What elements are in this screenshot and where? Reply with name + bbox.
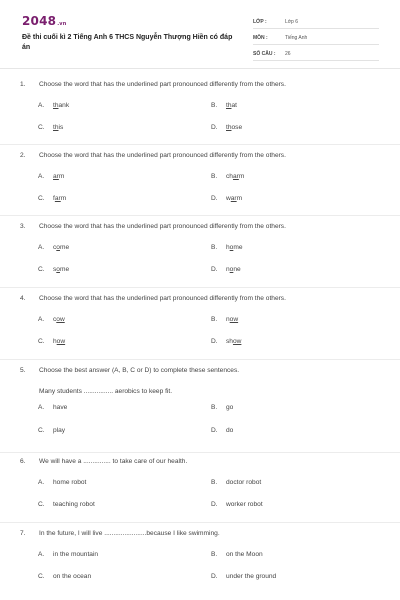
- meta-label: SỐ CÂU :: [253, 51, 276, 57]
- question-separator: [0, 359, 400, 360]
- option-letter: C.: [38, 427, 45, 434]
- page-header: [0, 0, 400, 66]
- option-text-rest: at: [231, 102, 237, 109]
- option-text-rest: ank: [58, 102, 70, 109]
- option-letter: B.: [211, 173, 218, 180]
- answer-option[interactable]: [38, 427, 65, 434]
- answer-option[interactable]: [38, 573, 91, 580]
- answer-option[interactable]: [211, 573, 276, 580]
- option-letter: B.: [211, 479, 218, 486]
- option-letter: A.: [38, 316, 45, 323]
- option-text-rest: me: [233, 244, 243, 251]
- option-letter: D.: [211, 338, 218, 345]
- option-letter: C.: [38, 338, 45, 345]
- question-number: 1.: [20, 81, 26, 88]
- meta-value: Tiếng Anh: [285, 35, 308, 41]
- answer-option[interactable]: [211, 404, 233, 411]
- option-text-rest: m: [60, 195, 67, 202]
- question-text: We will have a ............... to take care of our health.: [39, 458, 188, 465]
- option-letter: B.: [211, 316, 218, 323]
- option-text: ch: [226, 173, 233, 180]
- document-title: Đề thi cuối kì 2 Tiếng Anh 6 THCS Nguyễn Thượng Hiền có đáp án: [22, 34, 233, 51]
- option-letter: C.: [38, 573, 45, 580]
- meta-label: LỚP :: [253, 19, 267, 25]
- answer-option[interactable]: [211, 124, 242, 131]
- meta-value: Lớp 6: [285, 19, 299, 25]
- question-number: 7.: [20, 530, 26, 537]
- option-text-rest: m: [58, 173, 65, 180]
- option-letter: B.: [211, 102, 218, 109]
- answer-option[interactable]: [38, 244, 69, 251]
- option-text: teaching robot: [53, 501, 95, 508]
- meta-value: 26: [285, 51, 291, 57]
- answer-option[interactable]: [211, 427, 233, 434]
- option-letter: A.: [38, 551, 45, 558]
- option-underlined-part: ow: [232, 338, 242, 345]
- option-text: doctor robot: [226, 479, 262, 486]
- logo-suffix: .vn: [57, 21, 67, 27]
- exam-meta: [253, 16, 379, 64]
- option-text: have: [53, 404, 68, 411]
- question-text: Choose the best answer (A, B, C or D) to complete these sentences.: [39, 367, 240, 374]
- answer-option[interactable]: [38, 551, 98, 558]
- question-sentence: Many students ................ aerobics to keep fit.: [39, 388, 173, 395]
- answer-option[interactable]: [211, 316, 238, 323]
- option-letter: B.: [211, 404, 218, 411]
- option-underlined-part: th: [226, 102, 232, 109]
- question-separator: [0, 215, 400, 216]
- option-underlined-part: ow: [229, 316, 239, 323]
- option-text: on the Moon: [226, 551, 263, 558]
- option-letter: C.: [38, 501, 45, 508]
- option-text-rest: ne: [233, 266, 241, 273]
- question-number: 4.: [20, 295, 26, 302]
- option-underlined-part: ar: [232, 173, 239, 180]
- meta-label: MÔN :: [253, 35, 268, 41]
- meta-row-subject: [253, 32, 379, 45]
- option-underlined-part: ar: [53, 173, 59, 180]
- option-underlined-part: o: [229, 244, 234, 251]
- question-text: Choose the word that has the underlined part pronounced differently from the others.: [39, 81, 286, 88]
- option-text: s: [53, 266, 57, 273]
- question-number: 3.: [20, 223, 26, 230]
- option-letter: A.: [38, 173, 45, 180]
- option-text: n: [226, 316, 230, 323]
- option-text: f: [53, 195, 55, 202]
- option-underlined-part: ow: [56, 338, 66, 345]
- question-number: 6.: [20, 458, 26, 465]
- option-letter: C.: [38, 195, 45, 202]
- option-letter: C.: [38, 124, 45, 131]
- option-letter: A.: [38, 102, 45, 109]
- option-text: w: [226, 195, 231, 202]
- option-text-rest: me: [59, 244, 70, 251]
- option-letter: A.: [38, 479, 45, 486]
- option-text: h: [53, 338, 57, 345]
- site-logo[interactable]: [22, 14, 67, 28]
- option-text-rest: me: [59, 266, 70, 273]
- question-number: 5.: [20, 367, 26, 374]
- logo-text: 2048: [22, 14, 57, 28]
- option-underlined-part: th: [53, 124, 59, 131]
- answer-option[interactable]: [211, 266, 241, 273]
- answer-option[interactable]: [211, 501, 263, 508]
- option-letter: C.: [38, 266, 45, 273]
- answer-option[interactable]: [211, 479, 261, 486]
- option-underlined-part: ow: [56, 316, 65, 323]
- option-text: under the ground: [226, 573, 277, 580]
- answer-option[interactable]: [211, 195, 242, 202]
- option-text: in the mountain: [53, 551, 99, 558]
- option-letter: D.: [211, 195, 218, 202]
- answer-option[interactable]: [38, 404, 67, 411]
- answer-option[interactable]: [38, 338, 65, 345]
- question-separator: [0, 522, 400, 523]
- option-text-rest: is: [58, 124, 64, 131]
- question-text: Choose the word that has the underlined part pronounced differently from the others.: [39, 152, 286, 159]
- option-letter: D.: [211, 427, 218, 434]
- answer-option[interactable]: [211, 173, 244, 180]
- option-text: sh: [226, 338, 233, 345]
- option-letter: A.: [38, 404, 45, 411]
- option-text: worker robot: [226, 501, 263, 508]
- option-text: c: [53, 244, 57, 251]
- header-divider: [0, 68, 400, 69]
- option-letter: D.: [211, 124, 218, 131]
- answer-option[interactable]: [38, 124, 63, 131]
- option-underlined-part: o: [56, 266, 60, 273]
- question-separator: [0, 287, 400, 288]
- option-text: n: [226, 266, 230, 273]
- answer-option[interactable]: [38, 316, 65, 323]
- question-text: In the future, I will live .......................because I like swimming.: [39, 530, 220, 537]
- answer-option[interactable]: [211, 338, 241, 345]
- question-separator: [0, 144, 400, 145]
- option-letter: D.: [211, 266, 218, 273]
- option-text-rest: m: [236, 195, 243, 202]
- option-text: home robot: [53, 479, 87, 486]
- answer-option[interactable]: [211, 244, 243, 251]
- answer-option[interactable]: [38, 479, 86, 486]
- option-underlined-part: ar: [54, 195, 61, 202]
- meta-row-count: [253, 48, 379, 61]
- answer-option[interactable]: [38, 266, 69, 273]
- option-letter: A.: [38, 244, 45, 251]
- option-underlined-part: o: [229, 266, 234, 273]
- option-letter: D.: [211, 573, 218, 580]
- option-underlined-part: th: [53, 102, 59, 109]
- option-letter: B.: [211, 551, 218, 558]
- option-underlined-part: th: [226, 124, 232, 131]
- option-underlined-part: o: [56, 244, 60, 251]
- option-text-rest: m: [238, 173, 245, 180]
- option-text: on the ocean: [53, 573, 92, 580]
- question-text: Choose the word that has the underlined part pronounced differently from the others.: [39, 295, 286, 302]
- option-letter: D.: [211, 501, 218, 508]
- option-underlined-part: ar: [230, 195, 237, 202]
- option-text: c: [53, 316, 57, 323]
- option-text: h: [226, 244, 230, 251]
- answer-option[interactable]: [38, 102, 69, 109]
- option-text-rest: ose: [231, 124, 243, 131]
- option-letter: B.: [211, 244, 218, 251]
- question-separator: [0, 452, 400, 453]
- option-text: do: [226, 427, 234, 434]
- answer-option[interactable]: [38, 173, 64, 180]
- answer-option[interactable]: [211, 551, 263, 558]
- option-text: play: [53, 427, 66, 434]
- answer-option[interactable]: [211, 102, 237, 109]
- answer-option[interactable]: [38, 501, 95, 508]
- answer-option[interactable]: [38, 195, 66, 202]
- option-text: go: [226, 404, 234, 411]
- meta-row-class: [253, 16, 379, 29]
- question-number: 2.: [20, 152, 26, 159]
- question-text: Choose the word that has the underlined part pronounced differently from the others.: [39, 223, 286, 230]
